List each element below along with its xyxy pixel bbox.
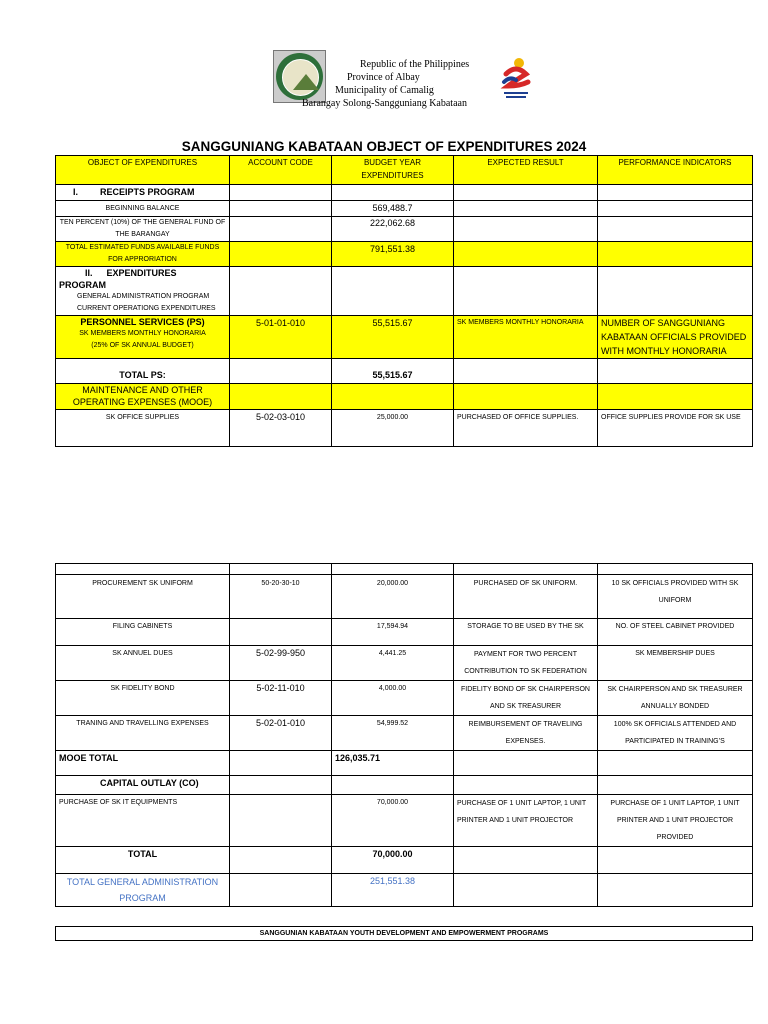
personnel-services: PERSONNEL SERVICES (PS) SK MEMBERS MONTHLY HONORARIA (25% OF SK ANNUAL BUDGET)	[56, 316, 230, 359]
mooe-label: MAINTENANCE AND OTHER OPERATING EXPENSES (MOOE)	[56, 384, 230, 410]
cabinet-expected: STORAGE TO BE USED BY THE SK	[454, 619, 598, 646]
col-header-indicators: PERFORMANCE INDICATORS	[598, 156, 753, 185]
travel-indicator: 100% SK OFFICIALS ATTENDED AND PARTICIPATED IN TRAINING’S	[598, 716, 753, 751]
gen-admin-total-value: 251,551.38	[332, 874, 454, 907]
total-estimated-label: TOTAL ESTIMATED FUNDS AVAILABLE FUNDS FOR APPRORIATION	[56, 242, 230, 267]
dues-value: 4,441.25	[332, 646, 454, 681]
ten-percent-value: 222,062.68	[332, 217, 454, 242]
capital-outlay-label: CAPITAL OUTLAY (CO)	[56, 776, 230, 795]
expenditures-table-1	[55, 155, 753, 447]
total-ps-label: TOTAL PS:	[56, 359, 230, 384]
mooe-total-label: MOOE TOTAL	[56, 751, 230, 776]
total-estimated-value: 791,551.38	[332, 242, 454, 267]
cabinet-value: 17,594.94	[332, 619, 454, 646]
total-value: 70,000.00	[332, 847, 454, 874]
col-header-expected: EXPECTED RESULT	[454, 156, 598, 185]
office-supplies-value: 25,000.00	[332, 410, 454, 447]
it-value: 70,000.00	[332, 795, 454, 847]
ten-percent-label: TEN PERCENT (10%) OF THE GENERAL FUND OF THE BARANGAY	[56, 217, 230, 242]
uniform-indicator: 10 SK OFFICIALS PROVIDED WITH SK UNIFORM	[598, 575, 753, 619]
it-indicator: PURCHASE OF 1 UNIT LAPTOP, 1 UNIT PRINTER AND 1 UNIT PROJECTOR PROVIDED	[598, 795, 753, 847]
receipts-program: I. RECEIPTS PROGRAM	[56, 185, 230, 201]
dues-expected: PAYMENT FOR TWO PERCENT CONTRIBUTION TO SK FEDERATION	[454, 646, 598, 681]
gen-admin-total-label: TOTAL GENERAL ADMINISTRATION PROGRAM	[56, 874, 230, 907]
ps-budget: 55,515.67	[332, 316, 454, 359]
travel-label: TRANING AND TRAVELLING EXPENSES	[56, 716, 230, 751]
col-header-account: ACCOUNT CODE	[230, 156, 332, 185]
beginning-balance-value: 569,488.7	[332, 201, 454, 217]
total-label: TOTAL	[56, 847, 230, 874]
dues-code: 5-02-99-950	[230, 646, 332, 681]
office-supplies-indicator: OFFICE SUPPLIES PROVIDE FOR SK USE	[598, 410, 753, 447]
it-label: PURCHASE OF SK IT EQUIPMENTS	[56, 795, 230, 847]
page-title: SANGGUNIANG KABATAAN OBJECT OF EXPENDITURES 2024	[181, 139, 587, 154]
uniform-expected: PURCHASED OF SK UNIFORM.	[454, 575, 598, 619]
current-op-label: CURRENT OPERATIONG EXPENDITURES	[77, 305, 216, 312]
beginning-balance-label: BEGINNING BALANCE	[56, 201, 230, 217]
uniform-value: 20,000.00	[332, 575, 454, 619]
office-supplies-code: 5-02-03-010	[230, 410, 332, 447]
sk-logo-icon	[498, 56, 534, 100]
uniform-code: 50-20-30-10	[230, 575, 332, 619]
total-ps-value: 55,515.67	[332, 359, 454, 384]
cabinet-label: FILING CABINETS	[56, 619, 230, 646]
dues-indicator: SK MEMBERSHIP DUES	[598, 646, 753, 681]
cabinet-indicator: NO. OF STEEL CABINET PROVIDED	[598, 619, 753, 646]
barangay-seal-icon	[273, 50, 326, 103]
header-barangay: Barangay Solong-Sangguniang Kabataan	[302, 98, 467, 109]
mooe-total-value: 126,035.71	[332, 751, 454, 776]
header-municipality: Municipality of Camalig	[335, 85, 434, 96]
expenditures-program-block: II. EXPENDITURES PROGRAM GENERAL ADMINISTRATION PROGRAM CURRENT OPERATIONG EXPENDITURES	[56, 267, 230, 316]
header-republic: Republic of the Philippines	[360, 59, 470, 70]
header-province: Province of Albay	[347, 72, 420, 83]
bond-value: 4,000.00	[332, 681, 454, 716]
bond-expected: FIDELITY BOND OF SK CHAIRPERSON AND SK TREASURER	[454, 681, 598, 716]
travel-code: 5-02-01-010	[230, 716, 332, 751]
ps-indicator: NUMBER OF SANGGUNIANG KABATAAN OFFICIALS PROVIDED WITH MONTHLY HONORARIA	[598, 316, 753, 359]
bond-indicator: SK CHAIRPERSON AND SK TREASURER ANNUALLY BONDED	[598, 681, 753, 716]
office-supplies-expected: PURCHASED OF OFFICE SUPPLIES.	[454, 410, 598, 447]
travel-expected: REIMBURSEMENT OF TRAVELING EXPENSES.	[454, 716, 598, 751]
bond-code: 5-02-11-010	[230, 681, 332, 716]
gen-admin-label: GENERAL ADMINISTRATION PROGRAM	[77, 293, 210, 300]
ps-account-code: 5-01-01-010	[230, 316, 332, 359]
bond-label: SK FIDELITY BOND	[56, 681, 230, 716]
dues-label: SK ANNUEL DUES	[56, 646, 230, 681]
uniform-label: PROCUREMENT SK UNIFORM	[56, 575, 230, 619]
col-header-budget: BUDGET YEAR EXPENDITURES	[332, 156, 454, 185]
office-supplies-label: SK OFFICE SUPPLIES	[56, 410, 230, 447]
expenditures-table-2	[55, 563, 753, 907]
col-header-object: OBJECT OF EXPENDITURES	[56, 156, 230, 185]
it-expected: PURCHASE OF 1 UNIT LAPTOP, 1 UNIT PRINTER AND 1 UNIT PROJECTOR	[454, 795, 598, 847]
ps-expected: SK MEMBERS MONTHLY HONORARIA	[454, 316, 598, 359]
travel-value: 54,999.52	[332, 716, 454, 751]
youth-programs-heading: SANGGUNIAN KABATAAN YOUTH DEVELOPMENT AND EMPOWERMENT PROGRAMS	[55, 926, 753, 941]
